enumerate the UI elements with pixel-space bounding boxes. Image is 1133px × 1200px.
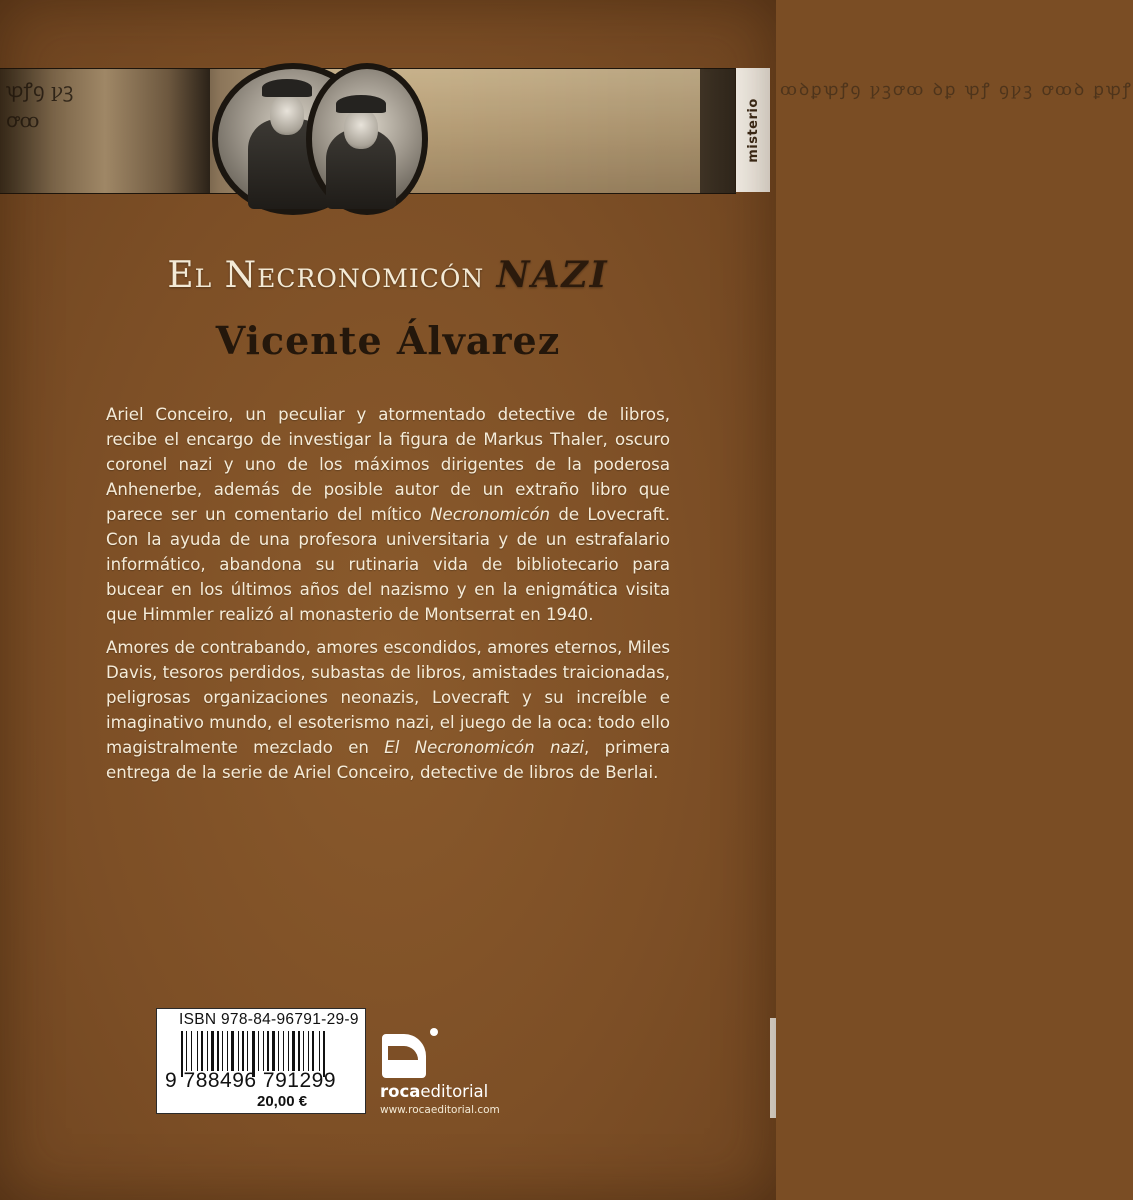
barcode-bar xyxy=(222,1031,223,1071)
barcode-bar xyxy=(229,1031,230,1071)
barcode-bar xyxy=(310,1031,311,1071)
barcode-bar xyxy=(296,1031,297,1071)
blurb-p2-italic: El Necronomicón nazi xyxy=(384,738,585,757)
barcode-bar xyxy=(247,1031,248,1071)
barcode-bar xyxy=(301,1031,302,1071)
book-title-main: El Necronomicón xyxy=(167,255,497,296)
barcode-bar xyxy=(270,1031,271,1071)
blurb-paragraph-2 xyxy=(106,635,670,785)
barcode-bar xyxy=(204,1031,206,1071)
barcode-bar xyxy=(193,1031,196,1071)
barcode-bar xyxy=(308,1031,309,1071)
barcode-bars xyxy=(181,1031,353,1071)
barcode-bar xyxy=(191,1031,192,1071)
barcode-bar xyxy=(231,1031,234,1071)
barcode-bar xyxy=(285,1031,287,1071)
barcode-bar xyxy=(283,1031,284,1071)
barcode-bar xyxy=(319,1031,320,1071)
publisher-name-bold: roca xyxy=(380,1082,421,1101)
manuscript-glyphs: ꝏꝺꝑꝕꝭꝯ ꝩꝫꝍꝏ ꝺꝑ ꝕꝭ ꝯꝩꝫ ꝍꝏꝺ ꝑꝕꝭ xyxy=(780,80,1133,100)
manuscript-scroll-image xyxy=(0,69,210,193)
barcode-bar xyxy=(298,1031,300,1071)
barcode-bar xyxy=(263,1031,264,1071)
barcode-bar xyxy=(249,1031,251,1071)
barcode-bar xyxy=(199,1031,200,1071)
barcode-bar xyxy=(245,1031,246,1071)
book-author: Vicente Álvarez xyxy=(215,318,561,363)
barcode-bar xyxy=(303,1031,304,1071)
barcode-bar xyxy=(260,1031,262,1071)
barcode-bar xyxy=(227,1031,228,1071)
barcode-bar xyxy=(272,1031,275,1071)
genre-label xyxy=(735,68,770,192)
cover-edge xyxy=(770,1018,776,1118)
barcode-bar xyxy=(197,1031,198,1071)
barcode-bar xyxy=(321,1031,322,1071)
blurb-paragraph-1 xyxy=(106,402,670,627)
blurb-p2-text-b: , primera entrega de la serie de Ariel Conceiro, detective de libros de Berlai. xyxy=(106,738,670,782)
barcode-bar xyxy=(188,1031,190,1071)
barcode-bar xyxy=(278,1031,279,1071)
barcode-bar xyxy=(290,1031,291,1071)
barcode-bar xyxy=(186,1031,187,1071)
barcode-bar xyxy=(235,1031,237,1071)
publisher-logo-cut xyxy=(388,1046,418,1060)
barcode-bar xyxy=(209,1031,210,1071)
isbn-number: ISBN 978-84-96791-29-9 xyxy=(179,1011,359,1028)
blurb-p1-text-a: Ariel Conceiro, un peculiar y atormentado detective de libros, recibe el encargo de investigar la figura de Markus Thaler, oscuro coronel nazi y uno de los máximos dirigentes de la poderosa Anhenerbe, además de posible autor de un extraño libro que parece ser un comentario del mítico xyxy=(106,405,670,524)
officer-face-2 xyxy=(344,109,378,149)
manuscript-glyphs-left: ꝕꝭꝯ ꝩꝫ ꝍꝏ xyxy=(6,78,74,132)
barcode-bar xyxy=(240,1031,241,1071)
barcode-bar xyxy=(276,1031,277,1071)
barcode-bar xyxy=(280,1031,282,1071)
officer-face xyxy=(270,95,304,135)
barcode-bar xyxy=(224,1031,226,1071)
magnifier-lens-right xyxy=(306,63,428,215)
publisher-name-rest: editorial xyxy=(420,1082,489,1101)
barcode-bar xyxy=(288,1031,289,1071)
blurb-p2-text-a: Amores de contrabando, amores escondidos, amores eternos, Miles Davis, tesoros perdidos, subastas de libros, amistades traicionadas, peligrosas organizaciones neonazis, Lovecraft y su increíble e imaginativo mundo, el esoterismo nazi, el juego de la oca: todo ello magistralmente mezclado en xyxy=(106,638,670,757)
barcode-bar xyxy=(211,1031,214,1071)
book-title-emphasis: NAZI xyxy=(496,254,609,296)
barcode-bar xyxy=(215,1031,216,1071)
blurb-p1-text-b: de Lovecraft. Con la ayuda de una profesora universitaria y de un estrafalario informático, abandona su rutinaria vida de bibliotecario para bucear en los últimos años del nazismo y en la enigmática visita que Himmler realizó al monasterio de Montserrat en 1940. xyxy=(106,505,670,624)
barcode-bar xyxy=(207,1031,208,1071)
book-title xyxy=(0,254,776,296)
barcode-bar xyxy=(315,1031,318,1071)
publisher-logo-icon xyxy=(382,1034,426,1078)
barcode-bar xyxy=(242,1031,244,1071)
barcode-bar xyxy=(217,1031,219,1071)
barcode-bar xyxy=(238,1031,239,1071)
officer-cap-2 xyxy=(336,95,386,113)
isbn-barcode-box xyxy=(156,1008,366,1114)
blurb-p1-italic: Necronomicón xyxy=(430,505,551,524)
publisher-name xyxy=(380,1082,488,1101)
price-label: 20,00 € xyxy=(257,1093,308,1110)
barcode-bar xyxy=(265,1031,266,1071)
officer-cap xyxy=(262,79,312,97)
genre-label-text: misterio xyxy=(745,97,761,163)
publisher-url: www.rocaeditorial.com xyxy=(380,1104,500,1116)
barcode-bar xyxy=(305,1031,307,1071)
barcode-bar xyxy=(312,1031,314,1071)
barcode-bar xyxy=(201,1031,203,1071)
barcode-bar xyxy=(220,1031,221,1071)
barcode-bar xyxy=(258,1031,259,1071)
barcode-bar xyxy=(292,1031,295,1071)
barcode-digits: 9 788496 791299 xyxy=(165,1069,336,1092)
barcode-bar xyxy=(267,1031,269,1071)
